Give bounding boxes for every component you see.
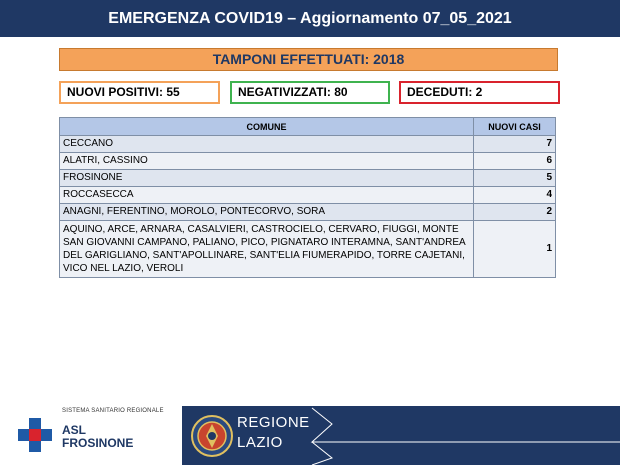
tamponi-banner: TAMPONI EFFETTUATI: 2018: [59, 48, 558, 71]
casi-cell: 4: [474, 187, 556, 204]
table-row: [60, 136, 556, 153]
frosinone-label: FROSINONE: [62, 436, 134, 450]
table-row: [60, 187, 556, 204]
page-header: [0, 0, 620, 37]
negativizzati-box: NEGATIVIZZATI: 80: [230, 81, 390, 104]
asl-label: ASL: [62, 423, 86, 437]
nuovi-positivi-box: NUOVI POSITIVI: 55: [59, 81, 220, 104]
table-row: [60, 153, 556, 170]
comune-cell: FROSINONE: [60, 170, 474, 187]
casi-cell: 1: [474, 221, 556, 278]
ssr-label: SISTEMA SANITARIO REGIONALE: [62, 408, 164, 414]
casi-cell: 6: [474, 153, 556, 170]
cases-table: [59, 117, 556, 278]
table-row: [60, 221, 556, 278]
regione-lazio-emblem-icon: [192, 416, 232, 456]
page-title: EMERGENZA COVID19 – Aggiornamento 07_05_2021: [108, 10, 512, 27]
comune-cell: ANAGNI, FERENTINO, MOROLO, PONTECORVO, SORA: [60, 204, 474, 221]
column-header-comune: COMUNE: [60, 118, 474, 136]
deceduti-box: DECEDUTI: 2: [399, 81, 560, 104]
asl-frosinone-logo: [18, 408, 178, 458]
table-header-row: [60, 118, 556, 136]
column-header-nuovi-casi: NUOVI CASI: [474, 118, 556, 136]
comune-cell: ALATRI, CASSINO: [60, 153, 474, 170]
casi-cell: 7: [474, 136, 556, 153]
regione-label: REGIONE: [237, 414, 310, 431]
comune-cell: ROCCASECCA: [60, 187, 474, 204]
table-row: [60, 170, 556, 187]
table-row: [60, 204, 556, 221]
casi-cell: 2: [474, 204, 556, 221]
comune-cell: AQUINO, ARCE, ARNARA, CASALVIERI, CASTROCIELO, CERVARO, FIUGGI, MONTE SAN GIOVANNI CAMPANO, PALIANO, PICO, PIGNATARO INTERAMNA, SANT'ANDREA DEL GARIGLIANO, SANT'APOLLINARE, SANT'ELIA FIUMERAPIDO, TORRE CAJETANI, VICO NEL LAZIO, VEROLI: [60, 221, 474, 278]
comune-cell: CECCANO: [60, 136, 474, 153]
casi-cell: 5: [474, 170, 556, 187]
lazio-label: LAZIO: [237, 434, 283, 451]
health-cross-icon: [18, 418, 52, 452]
